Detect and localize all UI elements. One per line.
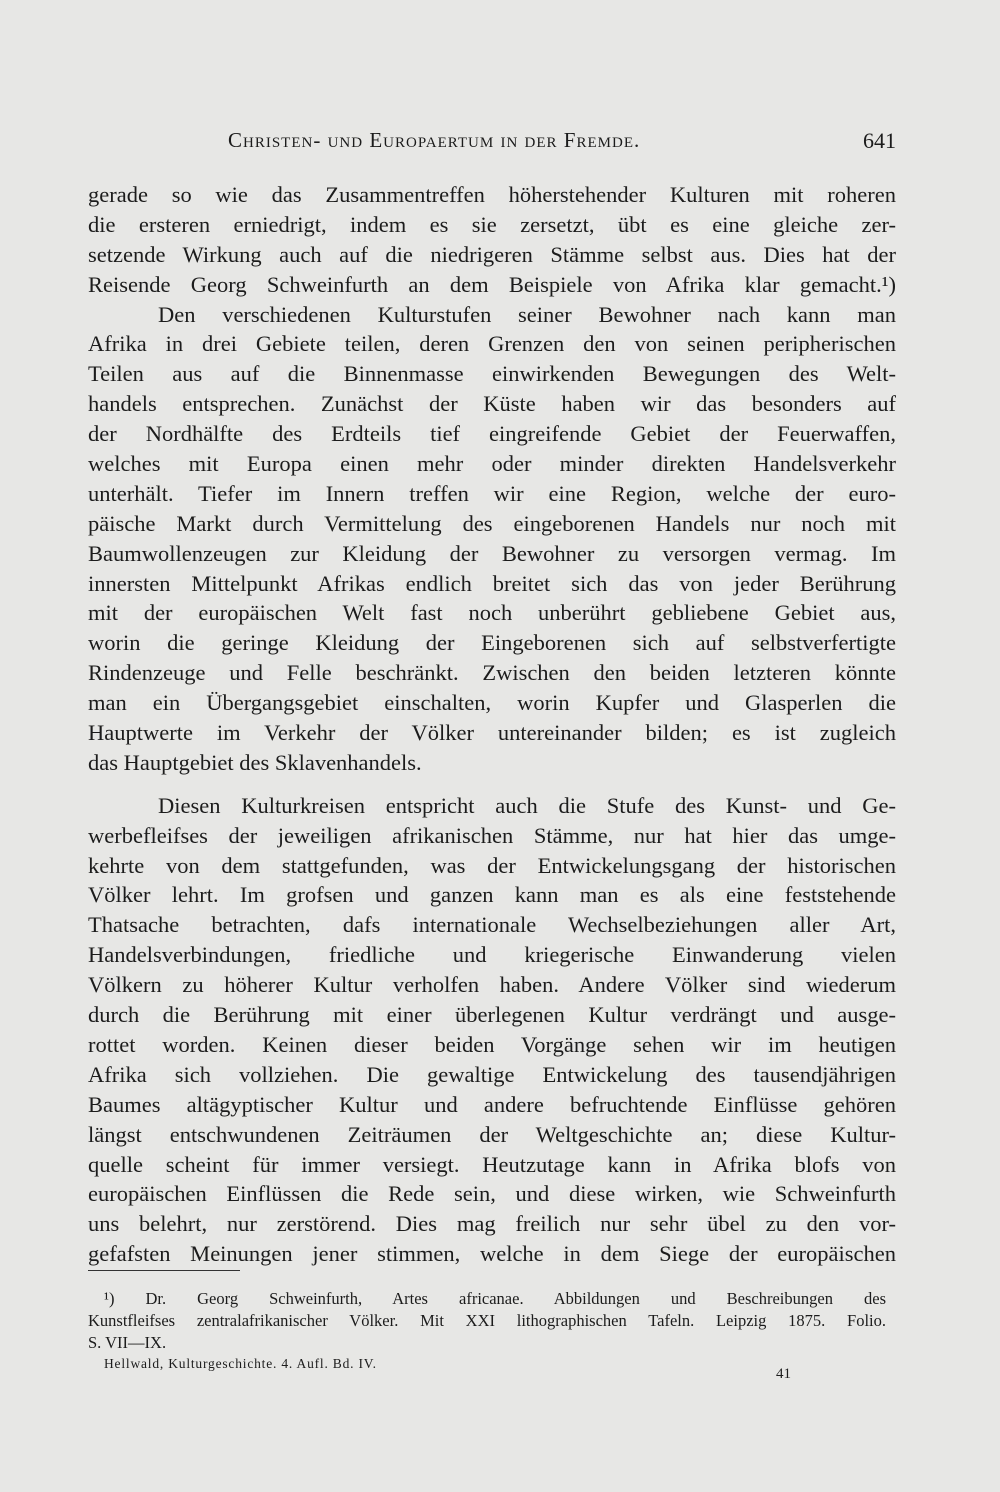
text-line: Baumes altägyptischer Kultur und andere befruchtende Einflüsse gehören bbox=[88, 1091, 896, 1117]
text-line: Thatsache betrachten, dafs internationale Wechselbeziehungen aller Art, bbox=[88, 912, 896, 938]
text-line: längst entschwundenen Zeiträumen der Weltgeschichte an; diese Kultur- bbox=[88, 1121, 896, 1147]
footnote-line: S. VII—IX. bbox=[88, 1333, 167, 1352]
text-line: päische Markt durch Vermittelung des eingeborenen Handels nur noch mit bbox=[88, 510, 896, 536]
text-line: unterhält. Tiefer im Innern treffen wir eine Region, welche der euro- bbox=[88, 480, 896, 506]
text-line: Völkern zu höherer Kultur verholfen haben. Andere Völker sind wiederum bbox=[88, 972, 896, 998]
text-line: uns belehrt, nur zerstörend. Dies mag freilich nur sehr übel zu den vor- bbox=[88, 1211, 896, 1237]
footnote-line: Kunstfleifses zentralafrikanischer Völker. Mit XXI lithographischen Tafeln. Leipzig 1875. Folio. bbox=[88, 1311, 886, 1330]
text-line: die ersteren erniedrigt, indem es sie zersetzt, übt es eine gleiche zer- bbox=[88, 211, 896, 237]
text-line: Afrika in drei Gebiete teilen, deren Grenzen den von seinen peripherischen bbox=[88, 331, 896, 357]
footnote-divider bbox=[88, 1270, 240, 1271]
body-text bbox=[88, 180, 896, 1269]
text-line: der Nordhälfte des Erdteils tief eingreifende Gebiet der Feuerwaffen, bbox=[88, 421, 896, 447]
text-line: gerade so wie das Zusammentreffen höherstehender Kulturen mit roheren bbox=[88, 182, 896, 207]
text-line: europäischen Einflüssen die Rede sein, und diese wirken, wie Schweinfurth bbox=[88, 1181, 896, 1207]
text-line: das Hauptgebiet des Sklavenhandels. bbox=[88, 749, 422, 775]
footnote bbox=[88, 1288, 886, 1354]
text-line: Reisende Georg Schweinfurth an dem Beispiele von Afrika klar gemacht.¹) bbox=[88, 271, 896, 297]
text-line: Hauptwerte im Verkehr der Völker untereinander bilden; es ist zugleich bbox=[88, 720, 896, 746]
text-line: Baumwollenzeugen zur Kleidung der Bewohner zu versorgen vermag. Im bbox=[88, 540, 896, 566]
text-line: man ein Übergangsgebiet einschalten, worin Kupfer und Glasperlen die bbox=[88, 690, 896, 716]
text-line: Afrika sich vollziehen. Die gewaltige Entwickelung des tausendjährigen bbox=[88, 1061, 896, 1087]
text-line: kehrte von dem stattgefunden, was der Entwickelungsgang der historischen bbox=[88, 852, 896, 878]
text-line: setzende Wirkung auch auf die niedrigeren Stämme selbst aus. Dies hat der bbox=[88, 241, 896, 267]
text-line: worin die geringe Kleidung der Eingeborenen sich auf selbstverfertigte bbox=[88, 630, 896, 656]
imprint-line: Hellwald, Kulturgeschichte. 4. Aufl. Bd. IV. bbox=[104, 1356, 377, 1371]
text-line: Rindenzeuge und Felle beschränkt. Zwischen den beiden letzteren könnte bbox=[88, 660, 896, 686]
page-number: 641 bbox=[863, 128, 896, 153]
text-line: Handelsverbindungen, friedliche und kriegerische Einwanderung vielen bbox=[88, 942, 896, 968]
running-title: Christen- und Europaertum in der Fremde. bbox=[228, 128, 641, 152]
footnote-line: ¹) Dr. Georg Schweinfurth, Artes africanae. Abbildungen und Beschreibungen des bbox=[104, 1289, 886, 1308]
text-line: welches mit Europa einen mehr oder minder direkten Handelsverkehr bbox=[88, 451, 896, 477]
text-line: Den verschiedenen Kulturstufen seiner Bewohner nach kann man bbox=[158, 301, 896, 327]
text-line: mit der europäischen Welt fast noch unberührt gebliebene Gebiet aus, bbox=[88, 600, 896, 626]
text-line: Teilen aus auf die Binnenmasse einwirkenden Bewegungen des Welt- bbox=[88, 361, 896, 387]
running-header bbox=[228, 128, 896, 164]
signature-mark: 41 bbox=[776, 1366, 791, 1382]
text-line: werbefleifses der jeweiligen afrikanischen Stämme, nur hat hier das umge- bbox=[88, 822, 896, 848]
text-line: rottet worden. Keinen dieser beiden Vorgänge sehen wir im heutigen bbox=[88, 1031, 896, 1057]
text-line: quelle scheint für immer versiegt. Heutzutage kann in Afrika blofs von bbox=[88, 1151, 896, 1177]
text-line: handels entsprechen. Zunächst der Küste haben wir das besonders auf bbox=[88, 391, 896, 417]
text-line: innersten Mittelpunkt Afrikas endlich breitet sich das von jeder Berührung bbox=[88, 570, 896, 596]
text-line: Völker lehrt. Im grofsen und ganzen kann man es als eine feststehende bbox=[88, 882, 896, 908]
text-line: gefafsten Meinungen jener stimmen, welche in dem Siege der europäischen bbox=[88, 1241, 896, 1267]
text-line: durch die Berührung mit einer überlegenen Kultur verdrängt und ausge- bbox=[88, 1002, 896, 1028]
text-line: Diesen Kulturkreisen entspricht auch die Stufe des Kunst- und Ge- bbox=[158, 792, 896, 818]
